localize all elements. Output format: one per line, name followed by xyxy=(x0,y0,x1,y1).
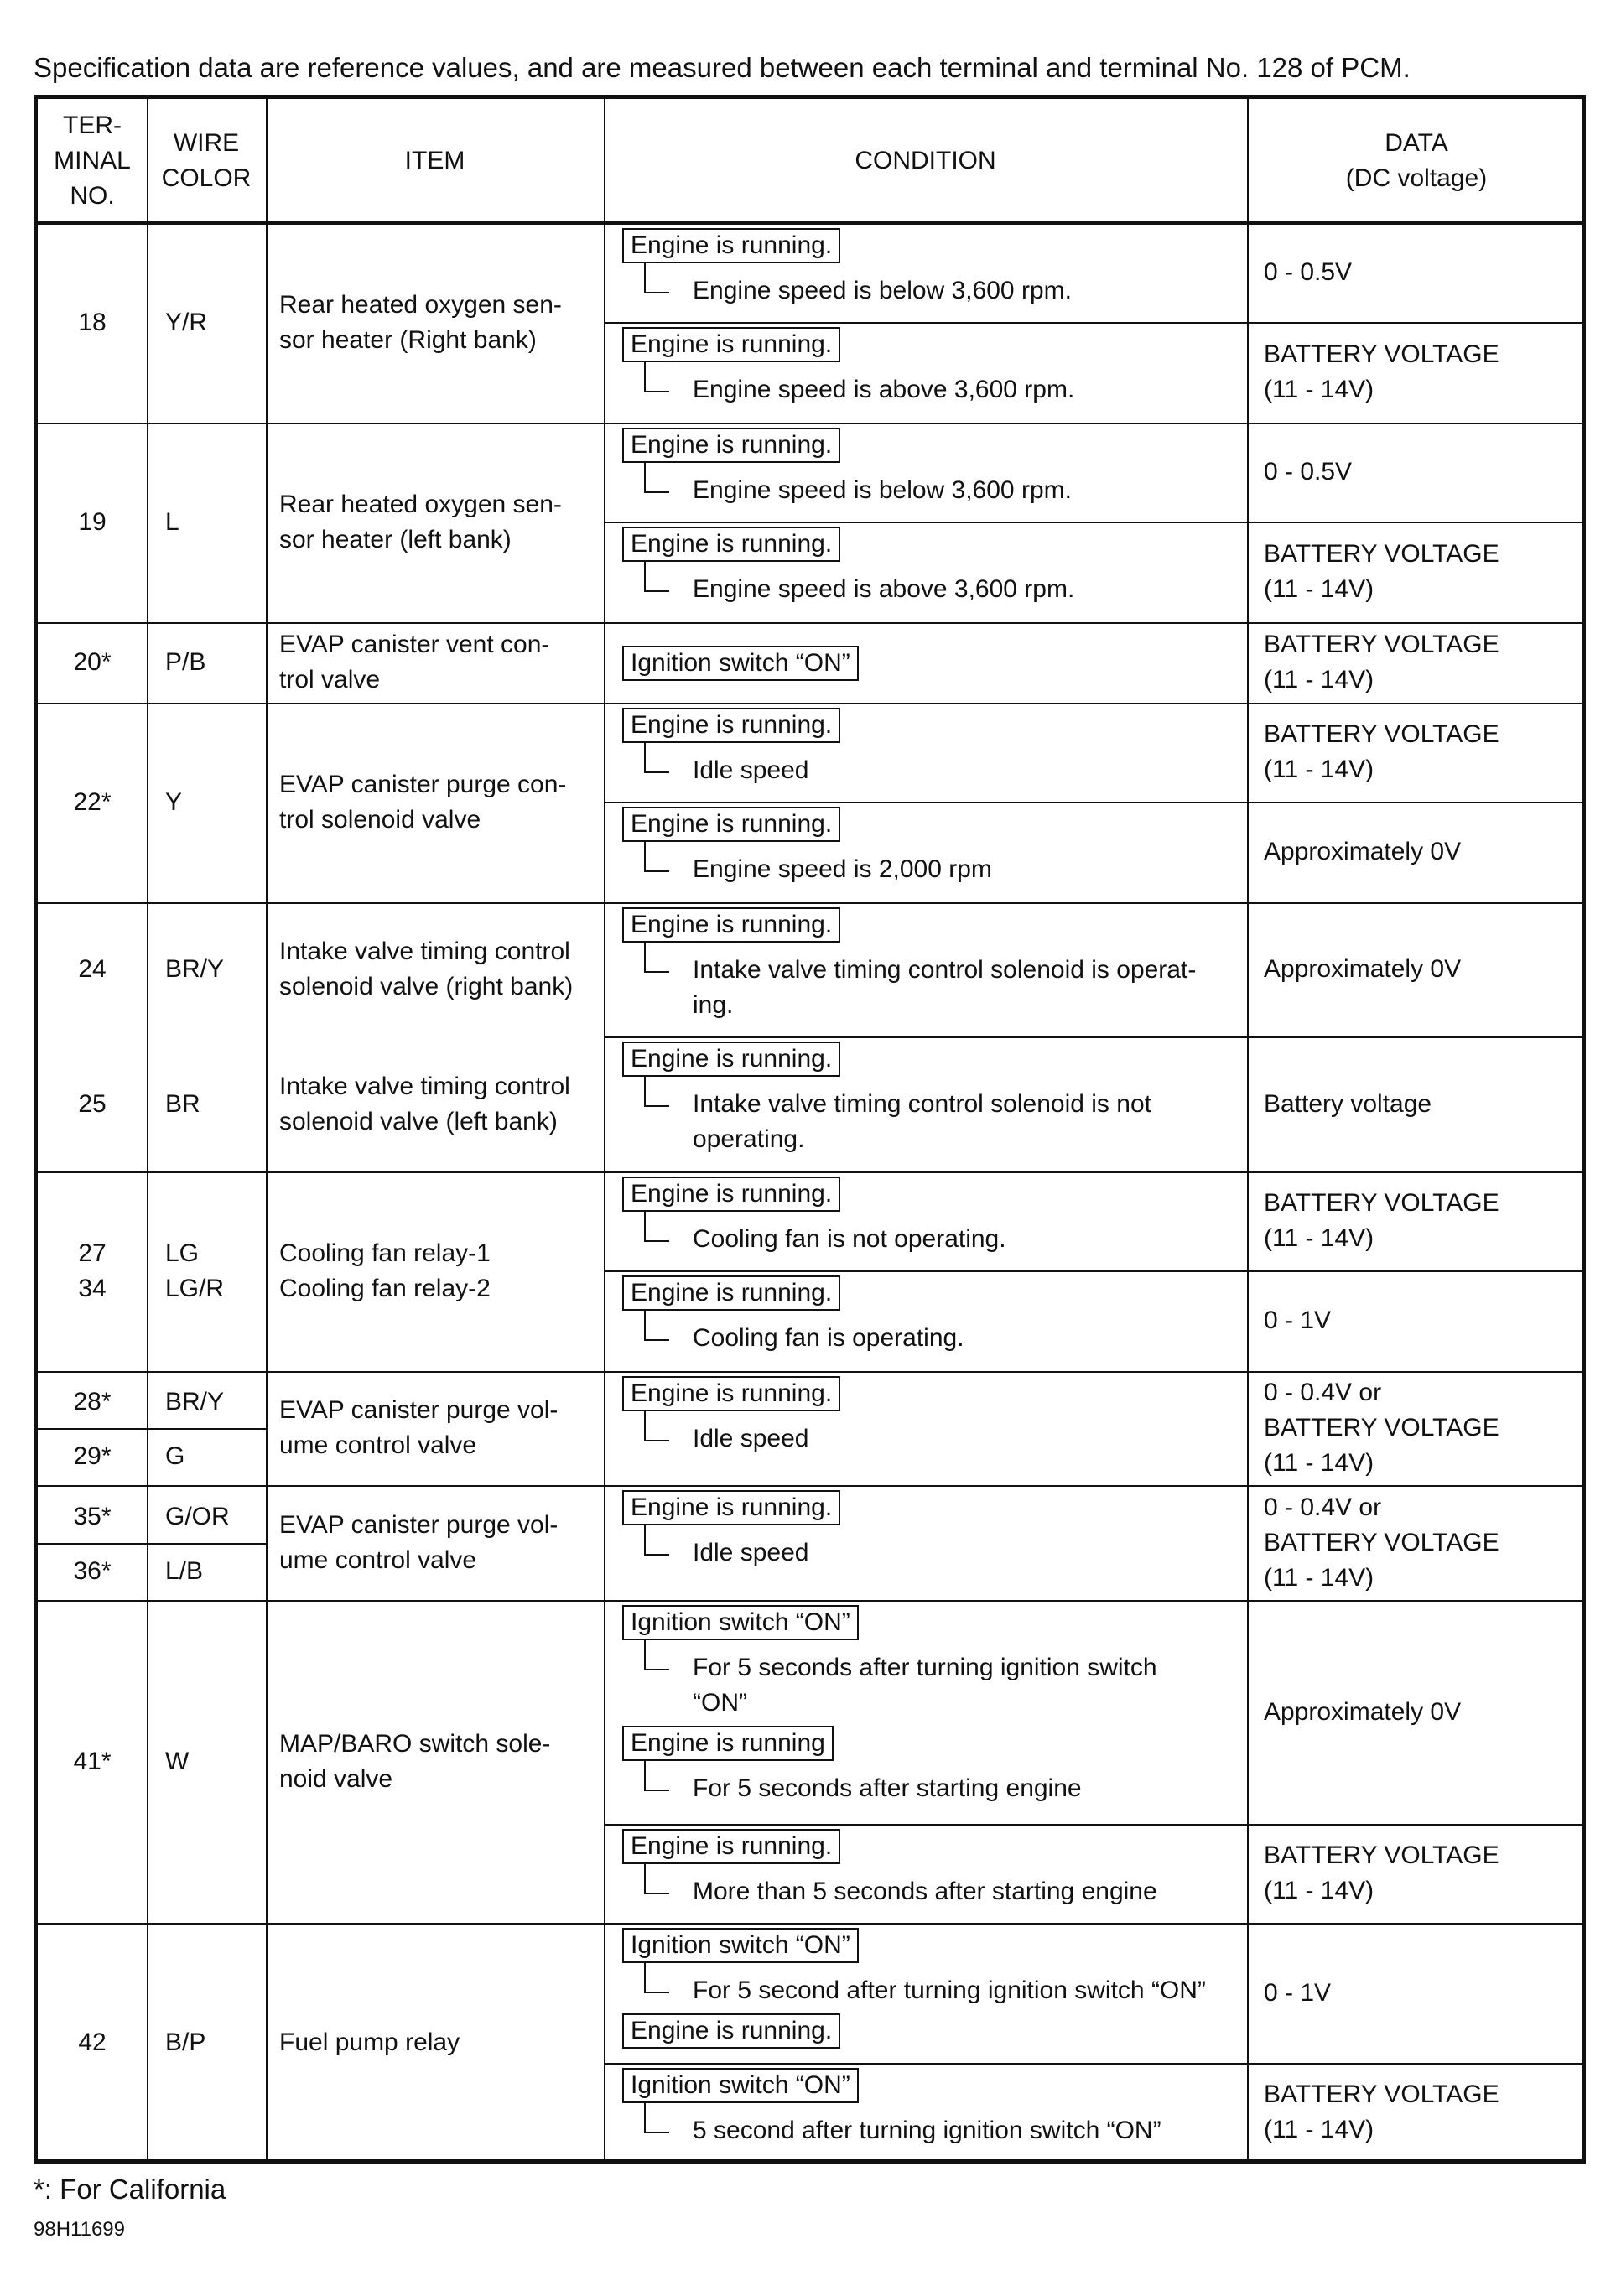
col-divider xyxy=(266,99,268,2159)
header-terminal-no: TER- MINAL NO. xyxy=(54,112,131,210)
item-name: Fuel pump relay xyxy=(279,2028,460,2056)
condition-detail: Engine speed is below 3,600 rpm. xyxy=(693,277,1072,304)
condition-tag: Engine is running. xyxy=(622,1490,840,1525)
data-value: Approximately 0V xyxy=(1264,838,1462,865)
condition-detail: Cooling fan is operating. xyxy=(693,1324,964,1352)
intro-text: Specification data are reference values, and are measured between each terminal and terminal No. 128 of PCM. xyxy=(34,52,1411,83)
data-value: BATTERY VOLTAGE (11 - 14V) xyxy=(1264,1189,1499,1252)
condition-detail: For 5 seconds after starting engine xyxy=(693,1774,1082,1802)
branch-connector xyxy=(644,461,669,493)
data-value: Battery voltage xyxy=(1264,1089,1432,1118)
condition-tag: Engine is running. xyxy=(622,807,840,842)
data-value: BATTERY VOLTAGE (11 - 14V) xyxy=(1264,720,1499,783)
branch-connector xyxy=(644,1309,669,1341)
terminal-no: 20* xyxy=(73,648,112,676)
item-name: Intake valve timing control solenoid valve (right bank) xyxy=(279,938,574,1000)
branch-connector xyxy=(644,1862,669,1894)
data-value: BATTERY VOLTAGE (11 - 14V) xyxy=(1264,340,1499,403)
data-value: BATTERY VOLTAGE (11 - 14V) xyxy=(1264,2080,1499,2143)
condition-tag: Engine is running. xyxy=(622,228,840,263)
condition-tag: Ignition switch “ON” xyxy=(622,1928,859,1963)
condition-tag: Engine is running. xyxy=(622,1275,840,1311)
condition-detail: Engine speed is above 3,600 rpm. xyxy=(693,575,1075,603)
item-name: MAP/BARO switch sole- noid valve xyxy=(279,1729,551,1793)
condition-detail: Engine speed is below 3,600 rpm. xyxy=(693,476,1072,504)
condition-tag: Ignition switch “ON” xyxy=(622,2068,859,2103)
footnote: *: For California xyxy=(34,2174,226,2205)
condition-tag: Ignition switch “ON” xyxy=(622,1605,859,1640)
data-value: BATTERY VOLTAGE (11 - 14V) xyxy=(1264,540,1499,603)
wire-color: Y/R xyxy=(165,309,208,336)
data-value: 0 - 1V xyxy=(1264,1306,1332,1334)
condition-tag: Engine is running. xyxy=(622,1042,840,1077)
condition-tag: Engine is running. xyxy=(622,2013,840,2049)
wire-color: L xyxy=(165,508,179,536)
item-name: Cooling fan relay-1 Cooling fan relay-2 xyxy=(279,1239,491,1302)
data-value: 0 - 0.5V xyxy=(1264,458,1353,486)
branch-connector xyxy=(644,2101,669,2133)
terminal-no: 35* xyxy=(73,1502,112,1530)
header-item: ITEM xyxy=(404,147,465,174)
data-value: 0 - 0.4V or BATTERY VOLTAGE (11 - 14V) xyxy=(1264,1493,1499,1592)
wire-color: BR xyxy=(165,1089,200,1118)
data-value: BATTERY VOLTAGE (11 - 14V) xyxy=(1264,1841,1499,1904)
terminal-no: 41* xyxy=(73,1747,112,1775)
header-condition: CONDITION xyxy=(855,147,996,174)
condition-detail: Idle speed xyxy=(693,1539,809,1566)
branch-connector xyxy=(644,741,669,773)
condition-tag: Engine is running xyxy=(622,1726,834,1761)
condition-detail: Idle speed xyxy=(693,1425,809,1452)
wire-color: L/B xyxy=(165,1557,204,1585)
condition-detail: Engine speed is 2,000 rpm xyxy=(693,855,992,883)
wire-color: G xyxy=(165,1442,185,1470)
condition-detail: For 5 second after turning ignition switch “ON” xyxy=(693,1977,1206,2004)
condition-detail: Idle speed xyxy=(693,756,809,784)
branch-connector xyxy=(644,262,669,293)
terminal-no: 19 xyxy=(78,508,107,536)
condition-tag: Engine is running. xyxy=(622,907,840,943)
condition-detail: Intake valve timing control solenoid is not operating. xyxy=(693,1090,1151,1153)
terminal-no: 18 xyxy=(78,309,107,336)
item-name: Rear heated oxygen sen- sor heater (Right bank) xyxy=(279,291,562,354)
branch-connector xyxy=(644,840,669,872)
data-value: Approximately 0V xyxy=(1264,1697,1462,1726)
condition-tag: Engine is running. xyxy=(622,1829,840,1864)
terminal-no: 28* xyxy=(73,1388,112,1416)
terminal-no: 25 xyxy=(78,1089,107,1118)
condition-tag: Engine is running. xyxy=(622,428,840,463)
data-value: 0 - 0.4V or BATTERY VOLTAGE (11 - 14V) xyxy=(1264,1379,1499,1477)
condition-tag: Engine is running. xyxy=(622,1376,840,1411)
item-name: EVAP canister vent con- trol valve xyxy=(279,631,550,693)
data-value: 0 - 1V xyxy=(1264,1978,1332,2007)
terminal-spec-table xyxy=(34,95,1586,2164)
data-value: BATTERY VOLTAGE (11 - 14V) xyxy=(1264,631,1499,693)
condition-tag: Engine is running. xyxy=(622,327,840,362)
branch-connector xyxy=(644,1759,669,1791)
condition-detail: 5 second after turning ignition switch “ON” xyxy=(693,2117,1161,2144)
terminal-no: 36* xyxy=(73,1557,112,1585)
terminal-no: 29* xyxy=(73,1442,112,1470)
branch-connector xyxy=(644,1410,669,1441)
condition-detail: Cooling fan is not operating. xyxy=(693,1225,1006,1253)
wire-color: Y xyxy=(165,788,183,816)
wire-color: LG LG/R xyxy=(165,1239,225,1302)
wire-color: BR/Y xyxy=(165,1388,225,1416)
condition-tag: Engine is running. xyxy=(622,1177,840,1212)
item-name: EVAP canister purge con- trol solenoid valve xyxy=(279,771,567,834)
data-value: Approximately 0V xyxy=(1264,955,1462,983)
wire-color: W xyxy=(165,1747,190,1775)
branch-connector xyxy=(644,361,669,392)
branch-connector xyxy=(644,1639,669,1670)
header-wire-color: WIRE COLOR xyxy=(161,129,252,192)
branch-connector xyxy=(644,941,669,973)
wire-color: G/OR xyxy=(165,1502,230,1530)
terminal-no: 42 xyxy=(78,2028,107,2056)
terminal-no: 22* xyxy=(73,788,112,816)
branch-connector xyxy=(644,1961,669,1993)
terminal-no: 24 xyxy=(78,955,107,983)
wire-color: P/B xyxy=(165,648,206,676)
branch-connector xyxy=(644,1075,669,1107)
branch-connector xyxy=(644,1210,669,1242)
branch-connector xyxy=(644,560,669,592)
wire-color: BR/Y xyxy=(165,955,225,983)
item-name: EVAP canister purge vol- ume control valve xyxy=(279,1396,559,1459)
condition-detail: Intake valve timing control solenoid is operat- ing. xyxy=(693,956,1197,1019)
condition-detail: Engine speed is above 3,600 rpm. xyxy=(693,376,1075,403)
data-value: 0 - 0.5V xyxy=(1264,258,1353,286)
terminal-no: 27 34 xyxy=(78,1239,107,1302)
condition-tag: Engine is running. xyxy=(622,708,840,743)
figure-id: 98H11699 xyxy=(34,2218,125,2241)
condition-detail: More than 5 seconds after starting engine xyxy=(693,1878,1157,1905)
header-data: DATA (DC voltage) xyxy=(1345,129,1488,192)
condition-detail: For 5 seconds after turning ignition switch “ON” xyxy=(693,1654,1157,1717)
item-name: EVAP canister purge vol- ume control valve xyxy=(279,1510,559,1574)
col-divider xyxy=(147,99,148,2159)
item-name: Rear heated oxygen sen- sor heater (left bank) xyxy=(279,491,562,553)
wire-color: B/P xyxy=(165,2028,206,2056)
condition-tag: Ignition switch “ON” xyxy=(622,646,859,681)
col-divider xyxy=(1247,99,1249,2159)
col-divider xyxy=(604,99,605,2159)
item-name: Intake valve timing control solenoid valve (left bank) xyxy=(279,1072,570,1135)
branch-connector xyxy=(644,1524,669,1556)
condition-tag: Engine is running. xyxy=(622,527,840,562)
